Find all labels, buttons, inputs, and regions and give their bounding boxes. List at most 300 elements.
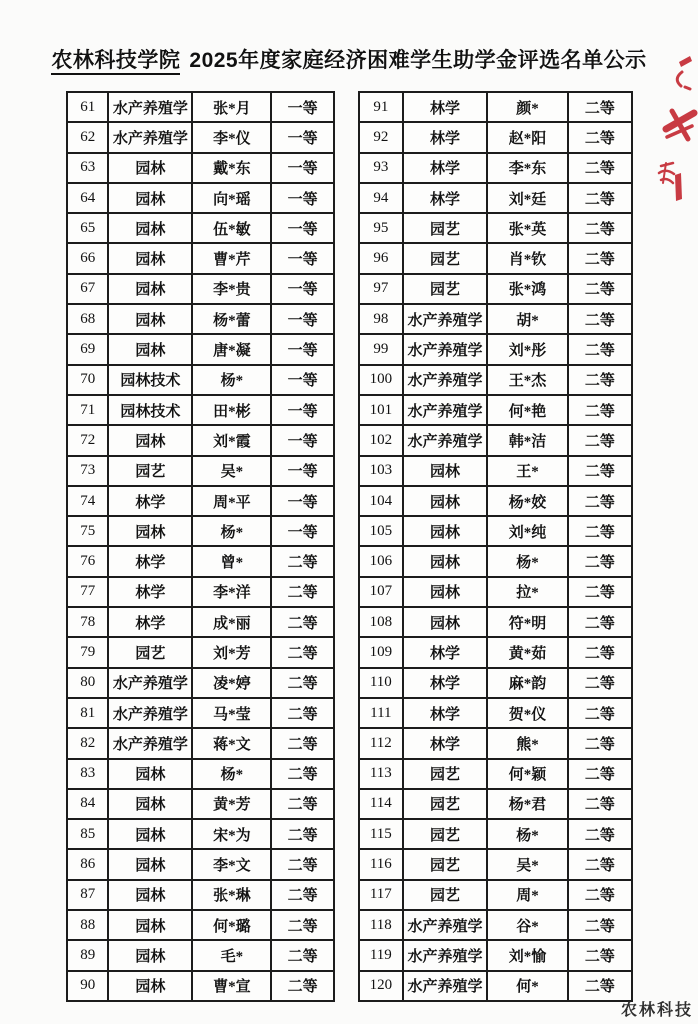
cell-grade: 二等 [568, 183, 632, 213]
cell-number: 91 [359, 92, 403, 122]
cell-major: 园林 [403, 577, 488, 607]
table-row [67, 577, 334, 607]
cell-grade: 二等 [568, 274, 632, 304]
cell-major: 水产养殖学 [403, 395, 488, 425]
cell-major: 园林技术 [108, 395, 192, 425]
cell-student-name: 麻*韵 [487, 668, 568, 698]
cell-number: 107 [359, 577, 403, 607]
cell-student-name: 刘*愉 [487, 940, 568, 970]
cell-student-name: 颜* [487, 92, 568, 122]
cell-student-name: 曹*宣 [192, 971, 271, 1001]
table-row [67, 819, 334, 849]
cell-student-name: 李*东 [487, 153, 568, 183]
cell-number: 108 [359, 607, 403, 637]
table-row [359, 759, 632, 789]
cell-student-name: 拉* [487, 577, 568, 607]
cell-grade: 二等 [271, 971, 334, 1001]
cell-number: 71 [67, 395, 108, 425]
cell-major: 水产养殖学 [403, 940, 488, 970]
cell-number: 78 [67, 607, 108, 637]
cell-grade: 二等 [568, 759, 632, 789]
cell-number: 115 [359, 819, 403, 849]
cell-grade: 一等 [271, 456, 334, 486]
cell-major: 园林 [108, 971, 192, 1001]
cell-student-name: 杨*姣 [487, 486, 568, 516]
cell-number: 100 [359, 365, 403, 395]
scholarship-table-left-body [67, 92, 334, 1001]
cell-grade: 二等 [271, 607, 334, 637]
cell-grade: 二等 [271, 849, 334, 879]
table-row [359, 728, 632, 758]
cell-student-name: 刘*彤 [487, 334, 568, 364]
table-row [359, 153, 632, 183]
cell-number: 87 [67, 880, 108, 910]
table-row [67, 880, 334, 910]
cell-grade: 二等 [568, 456, 632, 486]
cell-number: 105 [359, 516, 403, 546]
cell-major: 园林 [108, 425, 192, 455]
table-row [359, 698, 632, 728]
cell-major: 园林 [108, 940, 192, 970]
cell-grade: 二等 [568, 122, 632, 152]
table-row [359, 546, 632, 576]
red-ink-stamp [648, 45, 698, 215]
cell-major: 园艺 [108, 456, 192, 486]
cell-number: 109 [359, 637, 403, 667]
cell-grade: 一等 [271, 425, 334, 455]
cell-major: 水产养殖学 [108, 92, 192, 122]
cell-major: 园林 [108, 910, 192, 940]
cell-major: 林学 [403, 637, 488, 667]
cell-student-name: 何*艳 [487, 395, 568, 425]
cell-number: 80 [67, 668, 108, 698]
cell-major: 林学 [108, 577, 192, 607]
cell-number: 97 [359, 274, 403, 304]
cell-major: 林学 [403, 92, 488, 122]
cell-grade: 一等 [271, 92, 334, 122]
cell-student-name: 熊* [487, 728, 568, 758]
cell-number: 103 [359, 456, 403, 486]
table-row [359, 849, 632, 879]
cell-grade: 二等 [271, 910, 334, 940]
cell-student-name: 戴*东 [192, 153, 271, 183]
cell-student-name: 何*颖 [487, 759, 568, 789]
table-row [67, 274, 334, 304]
cell-number: 72 [67, 425, 108, 455]
cell-major: 园艺 [108, 637, 192, 667]
cell-student-name: 张*月 [192, 92, 271, 122]
cell-grade: 二等 [568, 668, 632, 698]
cell-number: 85 [67, 819, 108, 849]
cell-grade: 二等 [568, 304, 632, 334]
cell-student-name: 曾* [192, 546, 271, 576]
table-row [67, 365, 334, 395]
cell-major: 园艺 [403, 880, 488, 910]
table-row [359, 304, 632, 334]
cell-student-name: 杨* [487, 546, 568, 576]
cell-student-name: 李*仪 [192, 122, 271, 152]
table-row [67, 122, 334, 152]
cell-number: 99 [359, 334, 403, 364]
cell-number: 62 [67, 122, 108, 152]
table-row [359, 668, 632, 698]
cell-number: 65 [67, 213, 108, 243]
cell-number: 69 [67, 334, 108, 364]
table-row [67, 153, 334, 183]
cell-number: 114 [359, 789, 403, 819]
cell-grade: 二等 [568, 971, 632, 1001]
table-row [67, 92, 334, 122]
cell-grade: 二等 [568, 425, 632, 455]
cell-number: 119 [359, 940, 403, 970]
cell-student-name: 周* [487, 880, 568, 910]
cell-student-name: 杨*蕾 [192, 304, 271, 334]
cell-number: 66 [67, 243, 108, 273]
table-row [67, 516, 334, 546]
cell-number: 113 [359, 759, 403, 789]
cell-student-name: 吴* [487, 849, 568, 879]
cell-number: 64 [67, 183, 108, 213]
table-row [359, 334, 632, 364]
cell-student-name: 刘*廷 [487, 183, 568, 213]
table-row [67, 304, 334, 334]
cell-student-name: 宋*为 [192, 819, 271, 849]
cell-grade: 二等 [568, 153, 632, 183]
cell-student-name: 胡* [487, 304, 568, 334]
cell-student-name: 伍*敏 [192, 213, 271, 243]
cell-number: 77 [67, 577, 108, 607]
table-row [359, 456, 632, 486]
cell-major: 林学 [403, 668, 488, 698]
cell-grade: 二等 [271, 789, 334, 819]
table-row [359, 607, 632, 637]
table-row [359, 274, 632, 304]
cell-number: 89 [67, 940, 108, 970]
cell-major: 园艺 [403, 243, 488, 273]
cell-student-name: 刘*纯 [487, 516, 568, 546]
table-row [359, 910, 632, 940]
cell-grade: 一等 [271, 486, 334, 516]
cell-number: 120 [359, 971, 403, 1001]
table-row [359, 940, 632, 970]
table-row [359, 819, 632, 849]
table-row [67, 425, 334, 455]
title-college-name: 农林科技学院 [51, 49, 180, 75]
cell-major: 园林 [403, 456, 488, 486]
table-row [67, 668, 334, 698]
cell-student-name: 谷* [487, 910, 568, 940]
cell-major: 园林 [108, 880, 192, 910]
cell-grade: 二等 [568, 243, 632, 273]
cell-grade: 二等 [271, 668, 334, 698]
scholarship-table-left [66, 91, 335, 1002]
cell-major: 水产养殖学 [108, 698, 192, 728]
cell-grade: 二等 [568, 92, 632, 122]
table-row [67, 910, 334, 940]
cell-major: 园艺 [403, 819, 488, 849]
cell-student-name: 杨*君 [487, 789, 568, 819]
cell-major: 园林 [108, 274, 192, 304]
cell-student-name: 马*莹 [192, 698, 271, 728]
cell-grade: 二等 [271, 759, 334, 789]
table-row [359, 122, 632, 152]
cell-grade: 二等 [568, 637, 632, 667]
cell-major: 水产养殖学 [108, 728, 192, 758]
cell-major: 水产养殖学 [108, 668, 192, 698]
cell-number: 94 [359, 183, 403, 213]
cell-major: 水产养殖学 [403, 304, 488, 334]
page-title [0, 44, 698, 74]
title-announcement-text: 2025年度家庭经济困难学生助学金评选名单公示 [189, 49, 647, 72]
table-row [359, 516, 632, 546]
cell-grade: 二等 [568, 516, 632, 546]
cell-grade: 二等 [568, 880, 632, 910]
cell-number: 95 [359, 213, 403, 243]
cell-major: 水产养殖学 [403, 425, 488, 455]
cell-student-name: 杨* [192, 516, 271, 546]
cell-student-name: 田*彬 [192, 395, 271, 425]
cell-grade: 二等 [271, 880, 334, 910]
cell-major: 园艺 [403, 849, 488, 879]
table-row [67, 698, 334, 728]
table-row [359, 213, 632, 243]
cell-student-name: 成*丽 [192, 607, 271, 637]
cell-grade: 二等 [271, 728, 334, 758]
cell-grade: 一等 [271, 122, 334, 152]
table-row [67, 607, 334, 637]
cell-student-name: 凌*婷 [192, 668, 271, 698]
cell-number: 61 [67, 92, 108, 122]
table-row [67, 334, 334, 364]
watermark: 农林科技 [621, 1002, 694, 1019]
cell-number: 118 [359, 910, 403, 940]
cell-major: 园林 [108, 759, 192, 789]
cell-number: 70 [67, 365, 108, 395]
cell-major: 园艺 [403, 759, 488, 789]
cell-number: 111 [359, 698, 403, 728]
table-row [67, 395, 334, 425]
cell-student-name: 张*鸿 [487, 274, 568, 304]
cell-number: 74 [67, 486, 108, 516]
cell-number: 81 [67, 698, 108, 728]
cell-number: 86 [67, 849, 108, 879]
cell-grade: 二等 [271, 577, 334, 607]
cell-student-name: 韩*洁 [487, 425, 568, 455]
cell-grade: 一等 [271, 274, 334, 304]
cell-grade: 一等 [271, 153, 334, 183]
cell-major: 园林 [403, 607, 488, 637]
cell-number: 90 [67, 971, 108, 1001]
cell-number: 96 [359, 243, 403, 273]
table-row [67, 940, 334, 970]
cell-number: 102 [359, 425, 403, 455]
cell-major: 林学 [108, 546, 192, 576]
cell-grade: 二等 [568, 607, 632, 637]
cell-student-name: 蒋*文 [192, 728, 271, 758]
cell-grade: 二等 [568, 940, 632, 970]
cell-student-name: 肖*钦 [487, 243, 568, 273]
cell-number: 83 [67, 759, 108, 789]
cell-grade: 二等 [568, 365, 632, 395]
scholarship-table-right [358, 91, 633, 1002]
cell-major: 林学 [403, 153, 488, 183]
cell-student-name: 张*英 [487, 213, 568, 243]
cell-student-name: 贺*仪 [487, 698, 568, 728]
cell-grade: 一等 [271, 365, 334, 395]
cell-major: 园林 [108, 789, 192, 819]
table-row [359, 365, 632, 395]
cell-student-name: 何*璐 [192, 910, 271, 940]
cell-major: 水产养殖学 [403, 971, 488, 1001]
cell-major: 园林 [403, 486, 488, 516]
table-row [359, 183, 632, 213]
cell-major: 园林 [403, 546, 488, 576]
cell-major: 园林 [108, 183, 192, 213]
cell-student-name: 符*明 [487, 607, 568, 637]
cell-major: 林学 [403, 698, 488, 728]
cell-student-name: 赵*阳 [487, 122, 568, 152]
cell-grade: 二等 [568, 819, 632, 849]
cell-major: 园艺 [403, 789, 488, 819]
table-row [67, 789, 334, 819]
cell-number: 68 [67, 304, 108, 334]
cell-student-name: 张*琳 [192, 880, 271, 910]
cell-major: 园林 [403, 516, 488, 546]
cell-student-name: 杨* [192, 365, 271, 395]
cell-student-name: 李*洋 [192, 577, 271, 607]
cell-grade: 二等 [568, 577, 632, 607]
cell-number: 117 [359, 880, 403, 910]
cell-grade: 一等 [271, 334, 334, 364]
table-row [67, 243, 334, 273]
table-row [67, 183, 334, 213]
cell-major: 园林 [108, 819, 192, 849]
cell-major: 园林 [108, 334, 192, 364]
cell-student-name: 毛* [192, 940, 271, 970]
cell-number: 93 [359, 153, 403, 183]
cell-major: 水产养殖学 [108, 122, 192, 152]
table-row [67, 971, 334, 1001]
cell-number: 116 [359, 849, 403, 879]
cell-major: 园林 [108, 304, 192, 334]
cell-number: 101 [359, 395, 403, 425]
cell-major: 园艺 [403, 213, 488, 243]
cell-number: 67 [67, 274, 108, 304]
cell-student-name: 杨* [487, 819, 568, 849]
cell-number: 104 [359, 486, 403, 516]
cell-major: 林学 [403, 122, 488, 152]
cell-number: 92 [359, 122, 403, 152]
cell-student-name: 曹*芹 [192, 243, 271, 273]
cell-number: 98 [359, 304, 403, 334]
cell-grade: 二等 [568, 789, 632, 819]
table-row [67, 637, 334, 667]
cell-major: 园林 [108, 243, 192, 273]
cell-major: 园艺 [403, 274, 488, 304]
cell-student-name: 黄*芳 [192, 789, 271, 819]
cell-grade: 一等 [271, 243, 334, 273]
cell-number: 112 [359, 728, 403, 758]
cell-student-name: 向*瑶 [192, 183, 271, 213]
cell-major: 园林 [108, 213, 192, 243]
cell-student-name: 李*文 [192, 849, 271, 879]
cell-grade: 二等 [568, 698, 632, 728]
table-row [67, 849, 334, 879]
table-row [67, 728, 334, 758]
table-row [359, 637, 632, 667]
table-row [359, 395, 632, 425]
cell-major: 林学 [403, 728, 488, 758]
cell-major: 水产养殖学 [403, 365, 488, 395]
cell-student-name: 唐*凝 [192, 334, 271, 364]
cell-student-name: 刘*芳 [192, 637, 271, 667]
scholarship-table-right-body [359, 92, 632, 1001]
cell-major: 林学 [108, 607, 192, 637]
table-row [359, 880, 632, 910]
cell-number: 73 [67, 456, 108, 486]
cell-grade: 二等 [568, 395, 632, 425]
cell-grade: 二等 [271, 637, 334, 667]
table-row [359, 425, 632, 455]
cell-number: 75 [67, 516, 108, 546]
table-row [359, 789, 632, 819]
table-row [67, 546, 334, 576]
cell-grade: 二等 [568, 486, 632, 516]
table-row [359, 971, 632, 1001]
cell-student-name: 刘*霞 [192, 425, 271, 455]
table-row [67, 759, 334, 789]
table-row [359, 92, 632, 122]
cell-number: 63 [67, 153, 108, 183]
cell-major: 林学 [403, 183, 488, 213]
cell-major: 园林 [108, 153, 192, 183]
cell-grade: 二等 [271, 698, 334, 728]
table-row [359, 486, 632, 516]
cell-grade: 一等 [271, 516, 334, 546]
cell-number: 76 [67, 546, 108, 576]
cell-major: 园林 [108, 849, 192, 879]
cell-grade: 二等 [568, 849, 632, 879]
cell-student-name: 李*贵 [192, 274, 271, 304]
cell-student-name: 黄*茹 [487, 637, 568, 667]
cell-student-name: 吴* [192, 456, 271, 486]
cell-grade: 一等 [271, 183, 334, 213]
cell-grade: 二等 [271, 546, 334, 576]
cell-student-name: 何* [487, 971, 568, 1001]
cell-number: 110 [359, 668, 403, 698]
cell-student-name: 王* [487, 456, 568, 486]
cell-number: 88 [67, 910, 108, 940]
table-row [67, 456, 334, 486]
table-row [67, 213, 334, 243]
cell-student-name: 杨* [192, 759, 271, 789]
cell-grade: 二等 [568, 910, 632, 940]
cell-grade: 二等 [568, 213, 632, 243]
cell-grade: 一等 [271, 304, 334, 334]
cell-grade: 一等 [271, 395, 334, 425]
cell-number: 82 [67, 728, 108, 758]
cell-grade: 二等 [568, 728, 632, 758]
cell-number: 79 [67, 637, 108, 667]
cell-major: 林学 [108, 486, 192, 516]
cell-number: 84 [67, 789, 108, 819]
cell-number: 106 [359, 546, 403, 576]
table-row [67, 486, 334, 516]
cell-major: 园林技术 [108, 365, 192, 395]
cell-grade: 二等 [271, 819, 334, 849]
cell-grade: 二等 [568, 334, 632, 364]
table-row [359, 577, 632, 607]
